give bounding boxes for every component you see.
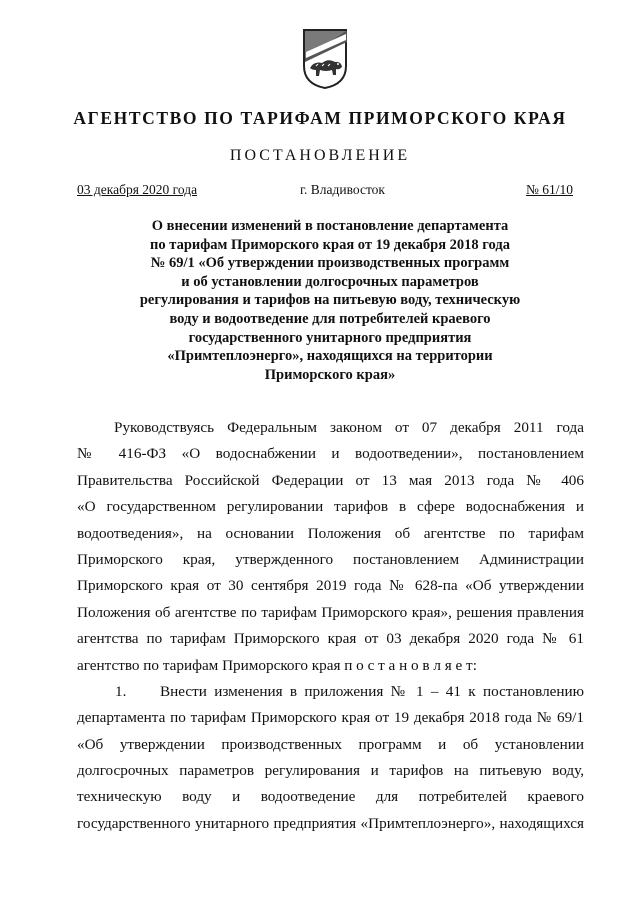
preamble-line: № 416-ФЗ «О водоснабжении и водоотведении», постановлением [77,445,584,463]
agency-name: АГЕНТСТВО ПО ТАРИФАМ ПРИМОРСКОГО КРАЯ [73,108,567,128]
title-line: О внесении изменений в постановление департамента [151,218,509,234]
preamble-line: Руководствуясь Федеральным законом от 07 декабря 2011 года [114,419,584,436]
title-line: «Примтеплоэнерго», находящихся на территории [167,348,493,365]
document-date: 03 декабря 2020 года [77,182,198,197]
preamble-line: Приморского края от 30 сентября 2019 года № 628-па «Об утверждении [77,577,584,595]
preamble-line: агентства по тарифам Приморского края от 03 декабря 2020 года № 61 [77,630,584,648]
item-1-line: государственного унитарного предприятия «Примтеплоэнерго», находящихся [77,814,584,832]
document-body [77,415,584,837]
title-line: и об установлении долгосрочных параметров [181,273,479,290]
title-line: № 69/1 «Об утверждении производственных программ [150,255,510,272]
preamble-line: агентство по тарифам Приморского края п о с т а н о в л я е т: [77,656,477,674]
item-1-text: Внести изменения в приложения № 1 – 41 к постановлению [160,682,584,700]
item-1-line [77,679,584,705]
item-1-line: «Об утверждении производственных программ и об установлении [77,735,584,753]
item-1-line: техническую воду и водоотведение для потребителей краевого [77,788,584,806]
title-line: государственного унитарного предприятия [188,329,472,346]
document-type: ПОСТАНОВЛЕНИЕ [229,147,411,164]
title-line: воду и водоотведение для потребителей краевого [169,310,491,327]
document-title [80,217,580,384]
item-1-line: долгосрочных параметров регулирования и тарифов на питьевую воду, [77,762,584,780]
preamble-line: «О государственном регулировании тарифов в сфере водоснабжения и [77,498,584,516]
title-line: регулирования и тарифов на питьевую воду, техническую [139,292,521,309]
document-number: № 61/10 [525,182,573,197]
preamble-line: Приморского края, утвержденного постановлением Администрации [77,550,584,568]
coat-of-arms-icon [302,28,348,90]
item-1-line: департамента по тарифам Приморского края от 19 декабря 2018 года № 69/1 [77,709,584,727]
document-city: г. Владивосток [300,182,385,197]
preamble-line: водоотведения», на основании Положения об агентстве по тарифам [77,524,584,542]
preamble-line: Правительства Российской Федерации от 13 мая 2013 года № 406 [77,471,584,489]
item-1-number: 1. [115,682,127,700]
preamble-line: Положения об агентстве по тарифам Приморского края», решения правления [77,603,584,621]
title-line: по тарифам Приморского края от 19 декабря 2018 года [150,236,510,253]
title-line: Приморского края» [264,366,396,383]
